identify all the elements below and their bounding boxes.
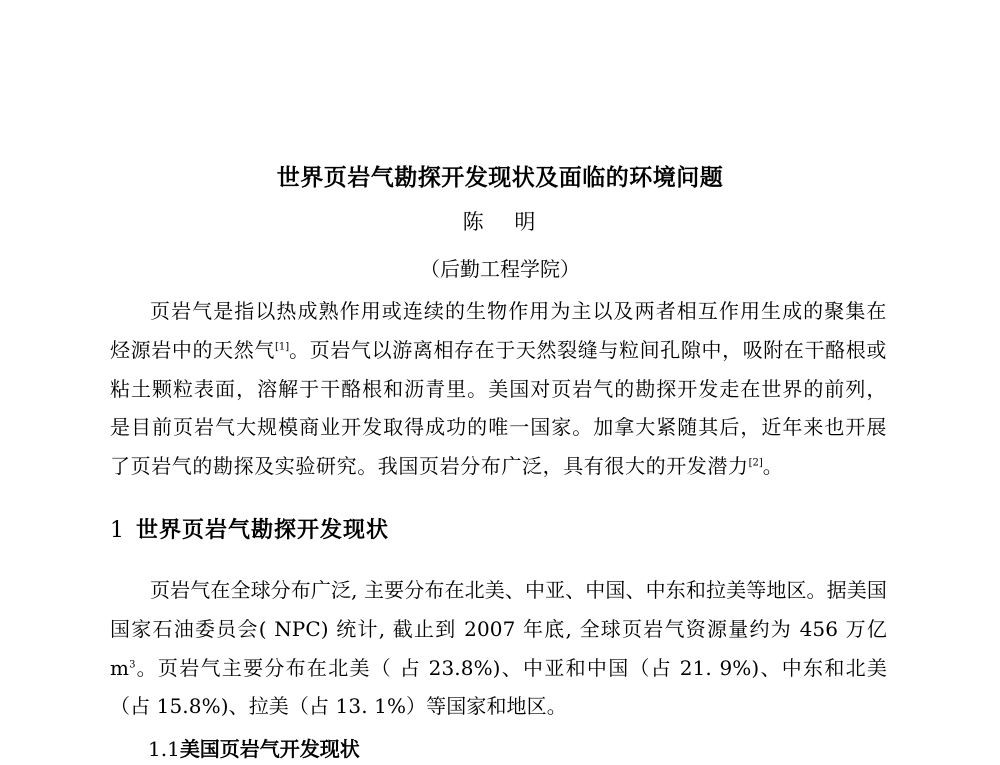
citation-ref-1: [1]	[274, 341, 290, 353]
intro-paragraph	[110, 292, 887, 486]
section1-paragraph	[110, 571, 887, 726]
section1-text-b: 。页岩气主要分布在北美（ 占 23.8%)、中亚和中国（占 21. 9%)、中东和北美（占 15.8%)、拉美（占 13. 1%）等国家和地区。	[110, 655, 887, 719]
author-affiliation: （后勤工程学院）	[420, 257, 580, 281]
citation-ref-2: [2]	[748, 457, 763, 469]
subsection-heading-1-1	[148, 733, 360, 765]
cubic-superscript: 3	[129, 658, 136, 670]
author-name: 陈 明	[462, 210, 548, 234]
section-heading-1	[110, 513, 389, 549]
subsection-number: 1.1	[148, 737, 180, 761]
intro-text-c: 。	[762, 454, 784, 479]
subsection-title: 美国页岩气开发现状	[179, 737, 360, 761]
intro-text-a: 页岩气是指以热成熟作用或连续的生物作用为主以及两者相互作用生成的聚集在烃源岩中的天然气	[110, 299, 887, 362]
paper-title: 世界页岩气勘探开发现状及面临的环境问题	[276, 165, 724, 192]
section1-text-a: 页岩气在全球分布广泛, 主要分布在北美、中亚、中国、中东和拉美等地区。据美国国家石油委员会( NPC) 统计, 截止到 2007 年底, 全球页岩气资源量约为 456 万亿 m	[110, 578, 887, 680]
section-title: 世界页岩气勘探开发现状	[136, 518, 390, 543]
intro-text-b: 。页岩气以游离相存在于天然裂缝与粒间孔隙中，吸附在干酪根或粘土颗粒表面，溶解于干酪根和沥青里。美国对页岩气的勘探开发走在世界的前列，是目前页岩气大规模商业开发取得成功的唯一国家。加拿大紧随其后，近年来也开展了页岩气的勘探及实验研究。我国页岩分布广泛，具有很大的开发潜力	[110, 337, 887, 479]
section-number: 1	[110, 518, 124, 543]
